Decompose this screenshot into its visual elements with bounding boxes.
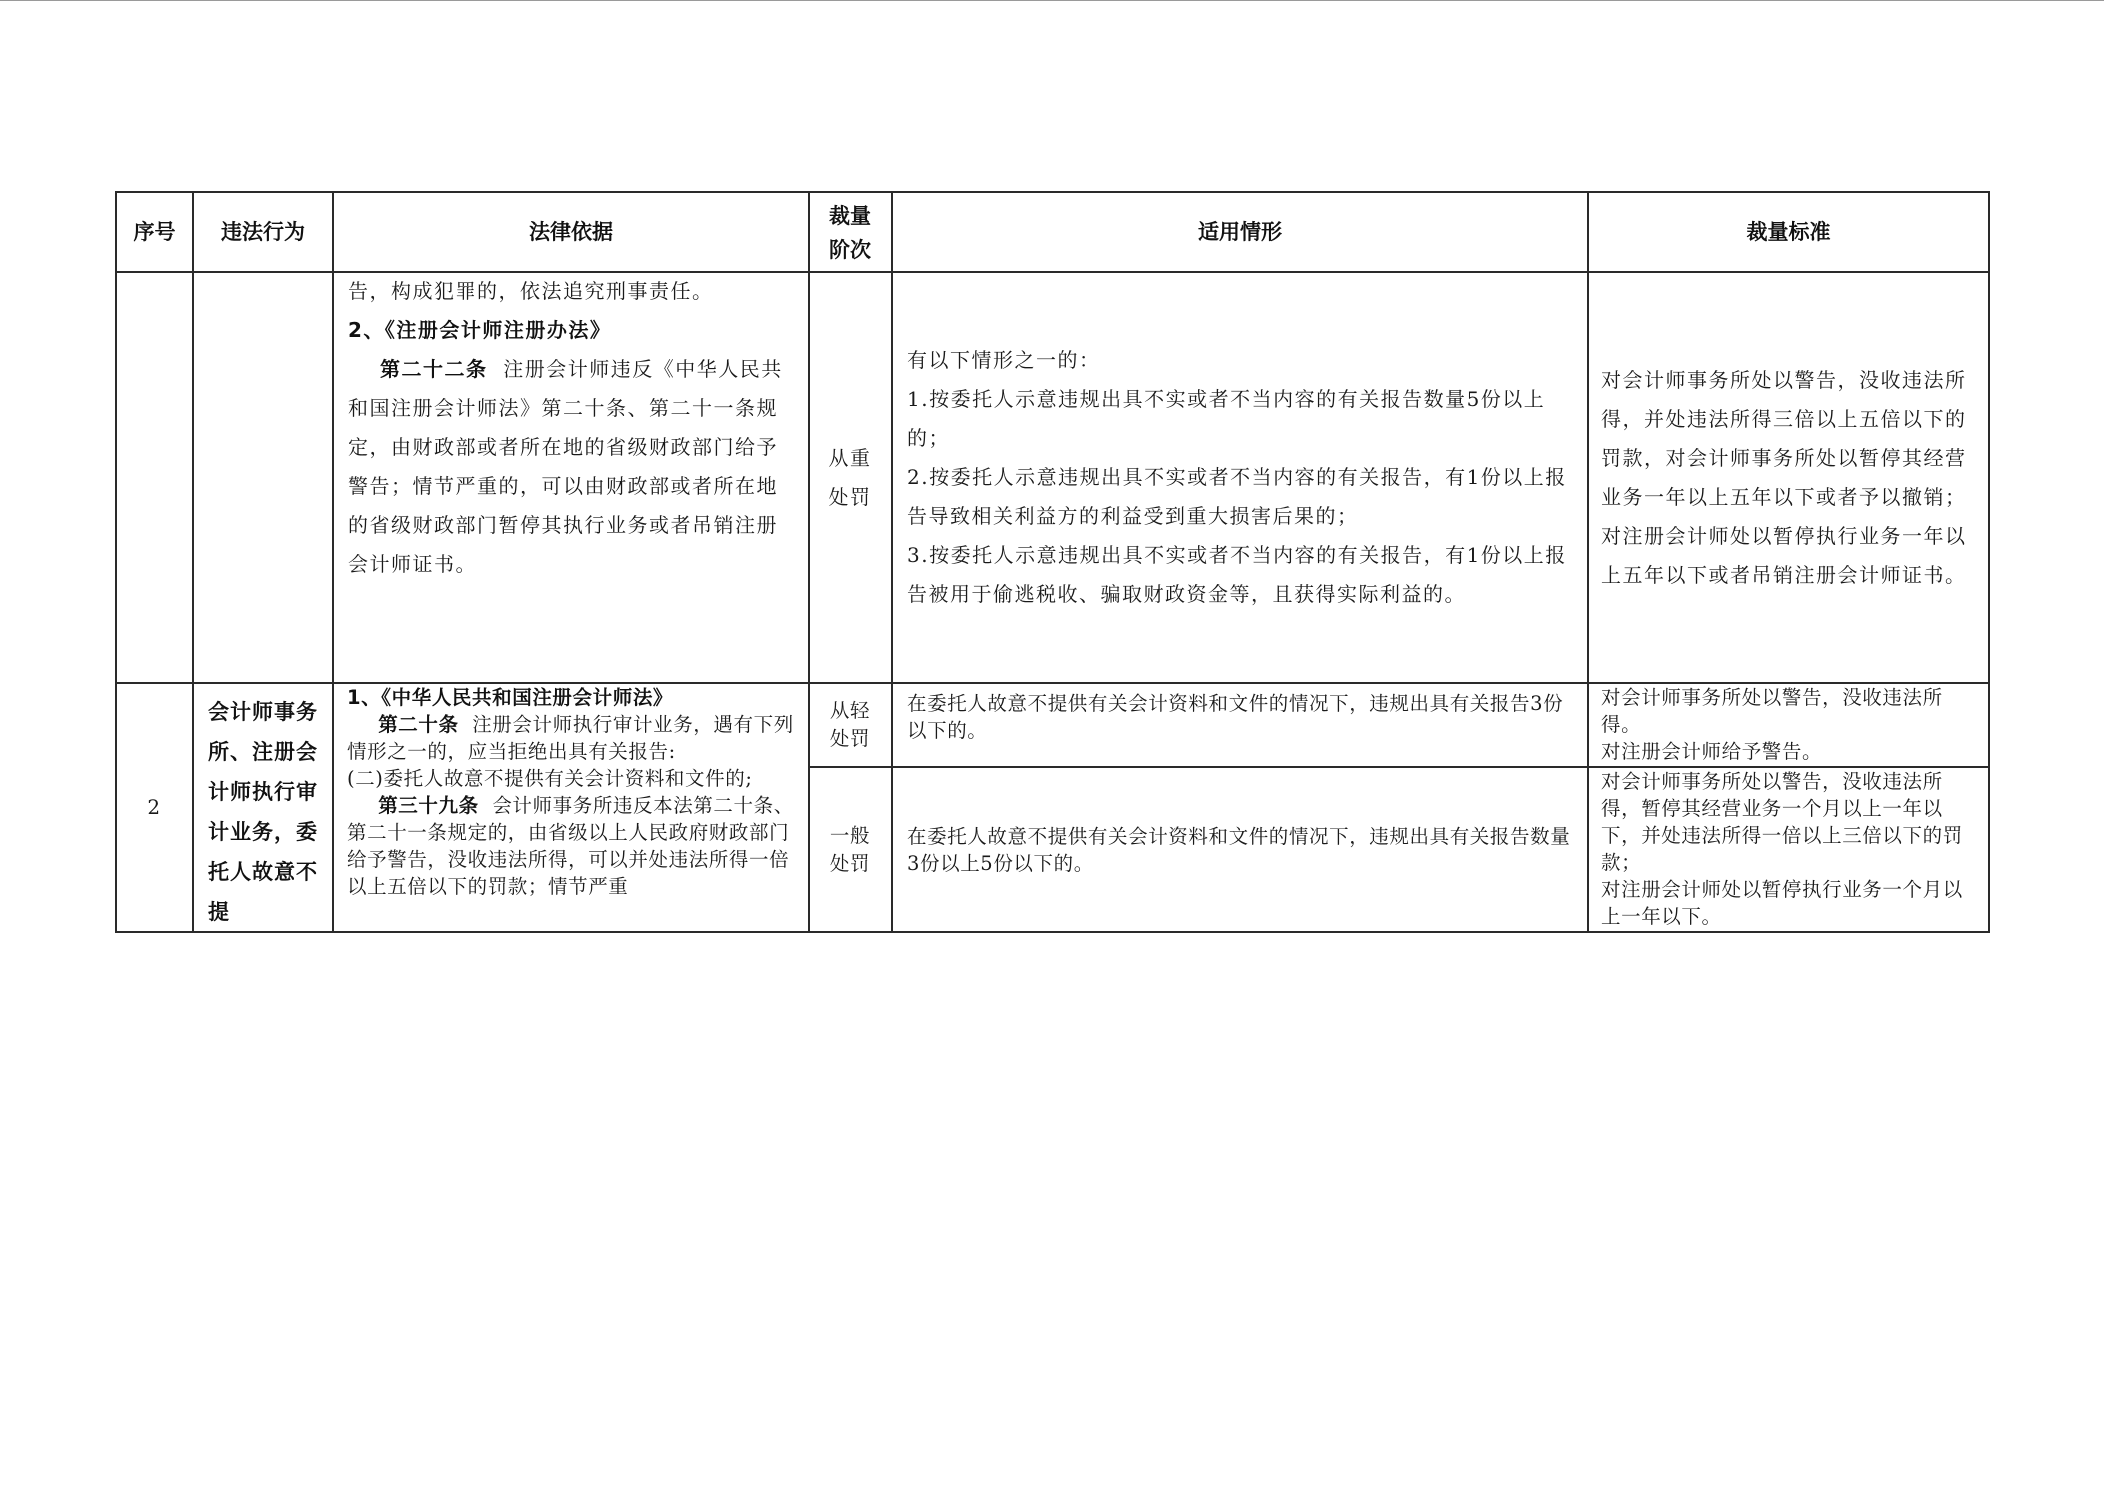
sub1-standard-line-1: 对会计师事务所处以警告，没收违法所得。 <box>1601 686 1943 736</box>
row1-level: 从重处罚 <box>828 445 872 509</box>
article20-text: 注册会计师执行审计业务，遇有下列情形之一的，应当拒绝出具有关报告: <box>347 713 794 763</box>
header-number: 序号 <box>133 220 176 244</box>
row1-standard <box>1601 273 1977 682</box>
article22-text: 注册会计师违反《中华人民共和国注册会计师法》第二十条、第二十一条规定，由财政部或者所在地的省级财政部门给予警告；情节严重的，可以由财政部或者所在地的省级财政部门暂停其执行业务或者吊销注册会计师证书。 <box>348 357 783 576</box>
article22-name: 第二十二条 <box>380 357 488 381</box>
law2-title: 2、《注册会计师注册办法》 <box>348 318 612 342</box>
sub2-situation-text: 在委托人故意不提供有关会计资料和文件的情况下，违规出具有关报告数量3份以上5份以下的。 <box>907 824 1571 875</box>
row1-number-cell <box>117 273 192 682</box>
article39-text: 会计师事务所违反本法第二十条、第二十一条规定的，由省级以上人民政府财政部门给予警告，没收违法所得，可以并处违法所得一倍以上五倍以下的罚款；情节严重 <box>347 794 794 898</box>
article20-item: (二)委托人故意不提供有关会计资料和文件的; <box>347 767 753 790</box>
col-border-3 <box>808 191 810 933</box>
article22-paragraph <box>348 350 798 584</box>
article20-name: 第二十条 <box>378 713 459 736</box>
header-discretion-standard: 裁量标准 <box>1746 220 1831 244</box>
page-top-border <box>0 0 2104 1</box>
row2-violation-cell <box>194 684 332 931</box>
col-border-6 <box>1988 191 1990 933</box>
header-legal-basis: 法律依据 <box>529 220 613 244</box>
col-border-4 <box>891 191 893 933</box>
sub2-standard-line-1: 对会计师事务所处以警告，没收违法所得，暂停其经营业务一个月以上一年以下，并处违法所得一倍以上三倍以下的罚款； <box>1601 770 1963 874</box>
sub1-standard-line-2: 对注册会计师给予警告。 <box>1601 740 1823 763</box>
standard-text: 对会计师事务所处以警告，没收违法所得，并处违法所得三倍以上五倍以下的罚款，对会计师事务所处以暂停其经营业务一年以上五年以下或者予以撤销；对注册会计师处以暂停执行业务一年以上五年以下或者吊销注册会计师证书。 <box>1601 367 1967 587</box>
row1-situation <box>907 273 1575 682</box>
table-border-bottom <box>115 931 1990 933</box>
row1-legal-basis <box>348 272 798 584</box>
header-applicable-situation: 适用情形 <box>1198 220 1282 244</box>
sub2-standard-line-2: 对注册会计师处以暂停执行业务一个月以上一年以下。 <box>1601 878 1963 928</box>
article39-paragraph <box>347 792 797 900</box>
situation-intro: 有以下情形之一的： <box>907 348 1101 372</box>
basis-continuation: 告，构成犯罪的，依法追究刑事责任。 <box>348 279 714 303</box>
row2-sub1-level: 从轻处罚 <box>829 699 871 750</box>
row2-number: 2 <box>147 795 162 819</box>
situation-item-3: 3.按委托人示意违规出具不实或者不当内容的有关报告，有1份以上报告被用于偷逃税收、骗取财政资金等，且获得实际利益的。 <box>907 543 1567 606</box>
row2-legal-basis <box>347 684 797 931</box>
law1-title: 1、《中华人民共和国注册会计师法》 <box>347 686 674 709</box>
col-border-2 <box>332 191 334 933</box>
row2-sub2-situation <box>907 768 1577 931</box>
row2-sub2-level: 一般处罚 <box>829 823 871 875</box>
row2-sub1-standard <box>1601 684 1981 766</box>
row2-sub2-standard <box>1601 768 1981 931</box>
situation-item-1: 1.按委托人示意违规出具不实或者不当内容的有关报告数量5份以上的； <box>907 387 1546 450</box>
header-violation: 违法行为 <box>221 220 305 244</box>
article20-paragraph <box>347 711 797 765</box>
article39-name: 第三十九条 <box>378 794 479 817</box>
row1-violation-cell <box>194 273 332 682</box>
row2-sub1-situation: 在委托人故意不提供有关会计资料和文件的情况下，违规出具有关报告3份以下的。 <box>907 692 1564 742</box>
header-discretion-level: 裁量阶次 <box>829 204 871 262</box>
situation-item-2: 2.按委托人示意违规出具不实或者不当内容的有关报告，有1份以上报告导致相关利益方的利益受到重大损害后果的； <box>907 465 1567 528</box>
col-border-5 <box>1587 191 1589 933</box>
row2-violation: 会计师事务所、注册会计师执行审计业务，委托人故意不提 <box>208 700 318 924</box>
